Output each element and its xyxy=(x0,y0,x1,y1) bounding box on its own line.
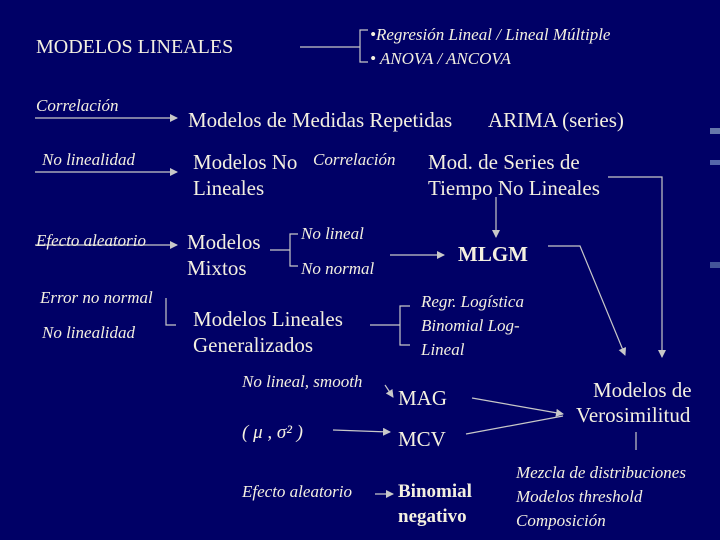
label-error-no-normal: Error no normal xyxy=(40,288,153,307)
node-mixtos-1: Modelos xyxy=(187,230,261,254)
inline-correlacion: Correlación xyxy=(313,150,396,169)
node-verosimilitud-2: Verosimilitud xyxy=(576,403,691,427)
annot-mezcla-2: Modelos threshold xyxy=(516,487,643,506)
annot-regr-1: Regr. Logística xyxy=(421,292,524,311)
annot-no-normal: No normal xyxy=(301,259,375,278)
node-binomial-1: Binomial xyxy=(398,481,472,502)
node-mag: MAG xyxy=(398,386,448,410)
annot-mu-sigma: ( μ , σ² ) xyxy=(242,422,304,443)
edge-stripe-1 xyxy=(710,128,720,134)
node-arima: ARIMA (series) xyxy=(488,108,624,132)
node-binomial-2: negativo xyxy=(398,506,467,527)
annot-no-lineal: No lineal xyxy=(301,224,364,243)
annot-regr-2: Binomial Log- xyxy=(421,316,520,335)
node-mcv: MCV xyxy=(398,427,446,451)
annot-smooth: No lineal, smooth xyxy=(242,372,363,391)
annot-mezcla-3: Composición xyxy=(516,511,606,530)
node-mlgm: MLGM xyxy=(458,242,528,266)
annot-mezcla-1: Mezcla de distribuciones xyxy=(516,463,686,482)
edge-stripe-2 xyxy=(710,160,720,165)
node-generalizados-2: Generalizados xyxy=(193,333,314,357)
node-no-lineales-2: Lineales xyxy=(193,176,265,200)
label-no-linealidad-1: No linealidad xyxy=(42,150,136,169)
label-no-linealidad-2: No linealidad xyxy=(42,323,136,342)
node-generalizados-1: Modelos Lineales xyxy=(193,307,343,331)
label-correlacion: Correlación xyxy=(36,96,119,115)
edge-stripe-3 xyxy=(710,262,720,268)
bullet-anova: • ANOVA / ANCOVA xyxy=(370,49,511,68)
node-series-2: Tiempo No Lineales xyxy=(428,176,600,200)
bullet-regresion: •Regresión Lineal / Lineal Múltiple xyxy=(370,25,611,44)
diagram-title: MODELOS LINEALES xyxy=(36,36,234,58)
node-mixtos-2: Mixtos xyxy=(187,256,247,280)
node-verosimilitud-1: Modelos de xyxy=(593,378,692,402)
label-efecto-aleatorio: Efecto aleatorio xyxy=(36,231,147,250)
annot-efecto-aleatorio: Efecto aleatorio xyxy=(242,482,353,501)
annot-regr-3: Lineal xyxy=(421,340,465,359)
node-no-lineales-1: Modelos No xyxy=(193,150,298,174)
node-series-1: Mod. de Series de xyxy=(428,150,580,174)
node-medidas-repetidas: Modelos de Medidas Repetidas xyxy=(188,108,453,132)
